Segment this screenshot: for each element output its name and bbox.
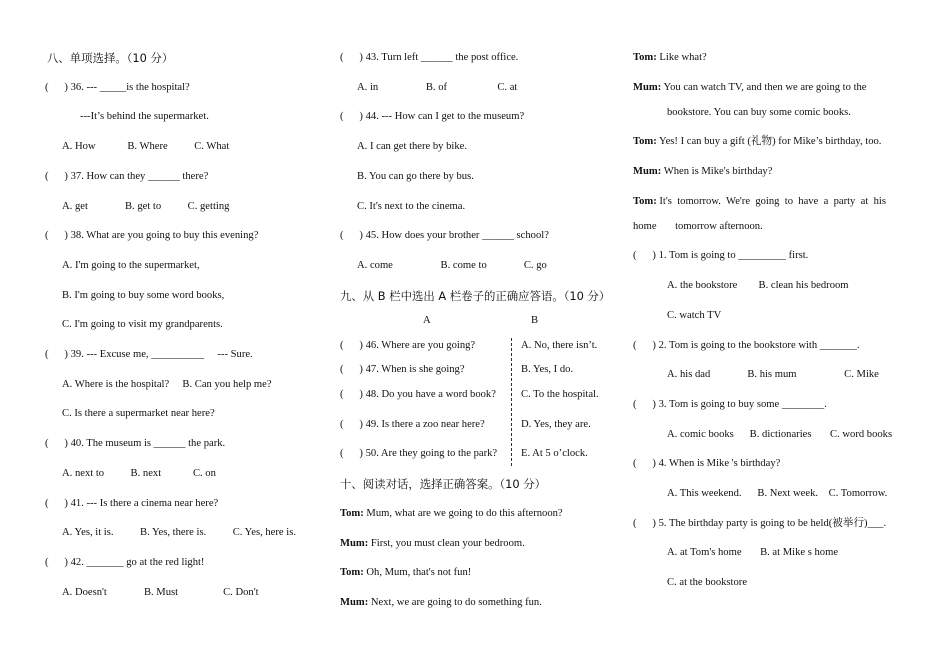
reading-question-1-options-ab: A. the bookstore B. clean his bedroom (667, 280, 849, 291)
dialogue-line-8 (633, 165, 772, 179)
speaker: Mum: (633, 82, 662, 93)
match-48: ( ) 48. Do you have a word book? (340, 389, 496, 400)
question-38-option-b: B. I'm going to buy some word books, (62, 290, 225, 301)
section-8-title: 八、单项选择。（10 分） (47, 51, 174, 65)
speaker: Tom: (633, 196, 657, 207)
reading-question-2: ( ) 2. Tom is going to the bookstore with _______. (633, 340, 860, 351)
match-46: ( ) 46. Where are you going? (340, 340, 476, 351)
dialogue-line-9-cont: home tomorrow afternoon. (633, 221, 763, 232)
match-49: ( ) 49. Is there a zoo near here? (340, 419, 485, 430)
question-38-option-c: C. I'm going to visit my grandparents. (62, 319, 223, 330)
column-a-header: A (423, 315, 431, 326)
dialogue-line-5 (633, 51, 707, 65)
question-43: ( ) 43. Turn left ______ the post office. (340, 52, 519, 63)
question-39-options-ab: A. Where is the hospital? B. Can you help me? (62, 379, 272, 390)
line-text: Oh, Mum, that's not fun! (363, 567, 472, 578)
line-text: Like what? (656, 52, 707, 63)
question-44-option-b: B. You can go there by bus. (357, 171, 474, 182)
question-44: ( ) 44. --- How can I get to the museum? (340, 111, 525, 122)
question-40: ( ) 40. The museum is ______ the park. (45, 438, 226, 449)
line-text: When is Mike's birthday? (661, 166, 773, 177)
section-9-title: 九、从 B 栏中选出 A 栏卷子的正确应答语。（10 分） (340, 289, 611, 303)
reading-question-2-options: A. his dad B. his mum C. Mike (667, 369, 879, 380)
speaker: Tom: (340, 508, 364, 519)
question-36-answer: ---It’s behind the supermarket. (80, 111, 209, 122)
line-text: You can watch TV, and then we are going to the (661, 82, 867, 93)
match-50: ( ) 50. Are they going to the park? (340, 448, 498, 459)
speaker: Mum: (340, 597, 369, 608)
answer-b-c: C. To the hospital. (521, 389, 599, 400)
question-45: ( ) 45. How does your brother ______ school? (340, 230, 549, 241)
line-text: First, you must clean your bedroom. (368, 538, 525, 549)
question-42-options: A. Doesn't B. Must C. Don't (62, 587, 259, 598)
reading-question-4: ( ) 4. When is Mike 's birthday? (633, 458, 781, 469)
question-36-options: A. How B. Where C. What (62, 141, 230, 152)
line-text: Mum, what are we going to do this afternoon? (363, 508, 563, 519)
reading-question-5-option-c: C. at the bookstore (667, 577, 748, 588)
question-40-options: A. next to B. next C. on (62, 468, 216, 479)
question-43-options: A. in B. of C. at (357, 82, 518, 93)
dialogue-line-9 (633, 195, 886, 209)
question-37-options: A. get B. get to C. getting (62, 201, 230, 212)
answer-b-a: A. No, there isn’t. (521, 340, 598, 351)
question-41: ( ) 41. --- Is there a cinema near here? (45, 498, 219, 509)
question-39: ( ) 39. --- Excuse me, __________ --- Sure. (45, 349, 253, 360)
speaker: Mum: (633, 166, 662, 177)
line-text: Yes! I can buy a gift (礼物) for Mike’s birthday, too. (656, 136, 882, 147)
dialogue-line-6-cont: bookstore. You can buy some comic books. (667, 107, 851, 118)
question-44-option-c: C. It's next to the cinema. (357, 201, 466, 212)
column-divider (511, 338, 512, 466)
match-47: ( ) 47. When is she going? (340, 364, 465, 375)
question-41-options: A. Yes, it is. B. Yes, there is. C. Yes, here is. (62, 527, 296, 538)
question-39-option-c: C. Is there a supermarket near here? (62, 408, 215, 419)
reading-question-3-options: A. comic books B. dictionaries C. word books (667, 429, 893, 440)
line-text: It's tomorrow. We're going to have a party at his (656, 196, 886, 207)
section-10-title: 十、阅读对话，选择正确答案。（10 分） (340, 477, 547, 491)
dialogue-line-6 (633, 81, 867, 95)
reading-question-4-options: A. This weekend. B. Next week. C. Tomorrow. (667, 488, 888, 499)
speaker: Tom: (633, 52, 657, 63)
speaker: Tom: (633, 136, 657, 147)
answer-b-b: B. Yes, I do. (521, 364, 574, 375)
column-b-header: B (531, 315, 539, 326)
answer-b-e: E. At 5 o’clock. (521, 448, 588, 459)
dialogue-line-2 (340, 537, 525, 551)
reading-question-5: ( ) 5. The birthday party is going to be held(被举行)___. (633, 518, 887, 529)
question-42: ( ) 42. _______ go at the red light! (45, 557, 205, 568)
reading-question-5-options-ab: A. at Tom's home B. at Mike s home (667, 547, 839, 558)
dialogue-line-3 (340, 566, 471, 580)
speaker: Mum: (340, 538, 369, 549)
dialogue-line-1 (340, 507, 563, 521)
reading-question-3: ( ) 3. Tom is going to buy some ________. (633, 399, 827, 410)
question-38: ( ) 38. What are you going to buy this evening? (45, 230, 259, 241)
reading-question-1-option-c: C. watch TV (667, 310, 722, 321)
dialogue-line-7 (633, 135, 881, 149)
question-38-option-a: A. I'm going to the supermarket, (62, 260, 200, 271)
question-36: ( ) 36. --- _____is the hospital? (45, 82, 190, 93)
answer-b-d: D. Yes, they are. (521, 419, 591, 430)
speaker: Tom: (340, 567, 364, 578)
question-44-option-a: A. I can get there by bike. (357, 141, 468, 152)
dialogue-line-4 (340, 596, 542, 610)
question-45-options: A. come B. come to C. go (357, 260, 547, 271)
line-text: Next, we are going to do something fun. (368, 597, 542, 608)
question-37: ( ) 37. How can they ______ there? (45, 171, 209, 182)
reading-question-1: ( ) 1. Tom is going to _________ first. (633, 250, 809, 261)
